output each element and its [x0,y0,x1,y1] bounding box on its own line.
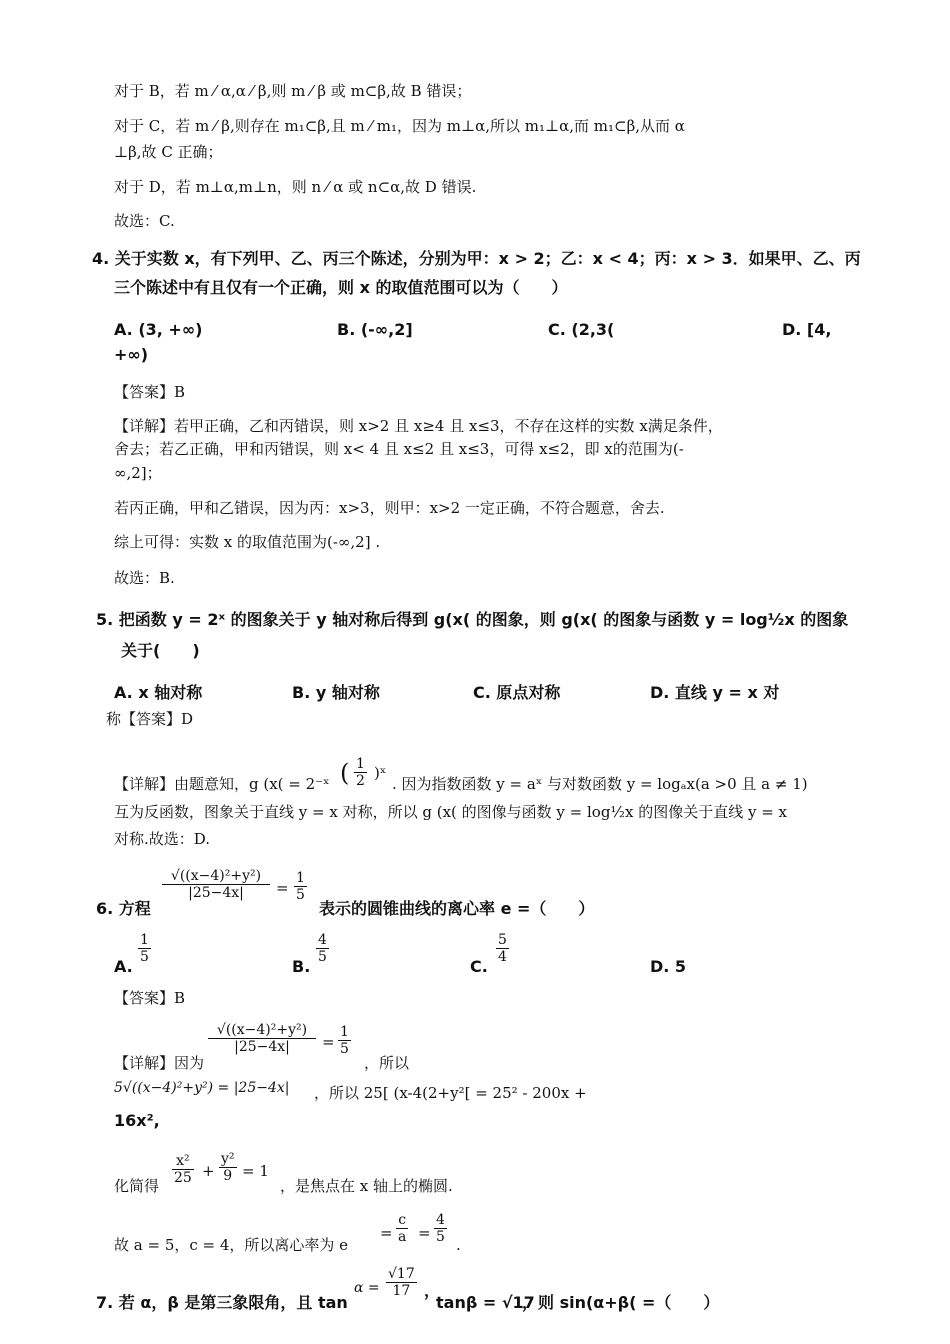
q5-option-a: A. x 轴对称 [114,683,203,702]
q6-option-b-num: 4 [318,932,327,948]
q6-detail-5-end: . [456,1236,461,1254]
q6-detail-3: 16x², [114,1111,160,1130]
q6-detail-4-pre: 化简得 [114,1177,160,1195]
q6-detail-rhs [338,1024,351,1057]
q5-paren-close: )ˣ [374,764,387,782]
q6-detail-2-post: ，所以 25[ (x-4(2+y²[ = 25² - 200x + [314,1084,587,1102]
q4-option-d-cont: +∞) [114,345,149,364]
q6-frac-num: √((x−4)²+y²) [162,868,270,885]
q6-option-b: B. [292,957,311,976]
q4-option-b: B. (-∞,2] [337,320,413,339]
q6-option-c: C. [470,957,488,976]
q4-detail-2: 舍去；若乙正确，甲和丙错误，则 x< 4 且 x≤2 且 x≤3，可得 x≤2，即 x的范围为(- [114,440,684,458]
q4-detail-1: 【详解】若甲正确，乙和丙错误，则 x>2 且 x≥4 且 x≤3，不存在这样的实数 x满足条件， [114,417,723,435]
q4-answer: 【答案】B [114,383,186,401]
q5-half-den: 2 [356,773,365,789]
q7-alpha-eq: α = [354,1280,380,1296]
q6-ecc-den: 5 [436,1229,445,1245]
q6-rhs-num: 1 [296,870,305,886]
q4-option-a: A. (3, +∞) [114,320,203,339]
q6-ellipse-t1-den: 25 [174,1170,192,1186]
q4-detail-3: ∞,2]； [114,464,162,482]
q6-option-c-frac [496,932,509,965]
q7-tan-beta: tanβ = √17 [436,1293,535,1312]
q4-stem-2: 三个陈述中有且仅有一个正确，则 x 的取值范围可以为（ ） [114,278,568,297]
q7-stem-post: ，则 sin(α+β( =（ ） [522,1293,720,1312]
q6-ellipse-eq: = 1 [242,1162,269,1180]
q5-detail-1-post: . 因为指数函数 y = aˣ 与对数函数 y = logₐx(a >0 且 a ≠ 1) [392,775,808,793]
q5-detail-1-pre: 【详解】由题意知，g (x( = 2⁻ˣ [114,775,330,793]
q6-detail-rhs-num: 1 [340,1024,349,1040]
q5-option-c: C. 原点对称 [473,683,561,702]
q6-rhs-fraction [294,870,307,903]
q6-frac-den: |25−4x| [188,885,244,901]
q6-stem-post: 表示的圆锥曲线的离心率 e =（ ） [319,899,595,918]
q6-ecc-num: 4 [436,1212,445,1228]
q6-eq-sign: = [276,879,289,897]
q6-detail-1-post: ，所以 [364,1054,410,1072]
q6-detail-fraction [208,1022,316,1055]
q4-stem-1: 4. 关于实数 x，有下列甲、乙、丙三个陈述，分别为甲：x > 2；乙：x < 4；丙：x > 3．如果甲、乙、丙 [92,249,861,268]
q5-answer: 称【答案】D [106,710,194,728]
q6-option-c-num: 5 [498,932,507,948]
q7-alpha-fraction [386,1266,417,1299]
q5-half-fraction [354,756,367,789]
q6-option-b-den: 5 [318,949,327,965]
q6-ecc-c: c [396,1212,408,1229]
q6-option-a-den: 5 [140,949,149,965]
q6-ellipse-term-1 [172,1153,194,1186]
q3-line-c: 对于 C，若 m ⁄ β,则存在 m₁⊂β,且 m ⁄ m₁，因为 m⊥α,所以 m₁⊥α,而 m₁⊂β,从而 α [114,117,685,135]
q5-stem-2: 关于( ) [121,641,200,660]
q3-choice: 故选：C. [114,212,175,230]
q4-option-d: D. [4, [782,320,832,339]
q5-option-d: D. 直线 y = x 对 [650,683,780,702]
q6-option-d: D. 5 [650,957,687,976]
q6-stem-pre: 6. 方程 [96,899,151,918]
q6-option-b-frac [316,932,329,965]
q6-ellipse-t1-num: x² [172,1153,194,1170]
q3-line-c2: ⊥β,故 C 正确； [114,143,223,161]
q5-half-num: 1 [356,756,365,772]
q6-ecc-a: a [398,1229,407,1245]
q6-ellipse-plus: + [202,1162,215,1180]
q5-stem-1: 5. 把函数 y = 2ˣ 的图象关于 y 轴对称后得到 g(x( 的图象，则 g(x( 的图象与函数 y = log½x 的图象 [96,610,849,629]
q5-detail-3: 对称.故选：D. [114,830,211,848]
q6-ellipse-t2-num: y² [221,1151,235,1167]
q4-choice: 故选：B. [114,569,175,587]
q6-option-c-den: 4 [498,949,507,965]
q6-detail-4-post: ，是焦点在 x 轴上的椭圆. [280,1177,453,1195]
q6-answer: 【答案】B [114,989,186,1007]
q6-ecc-eq2: = [418,1224,431,1242]
q6-equation-fraction [162,868,270,901]
q4-detail-5: 综上可得：实数 x 的取值范围为(-∞,2] . [114,533,381,551]
q6-ecc-eq1: = [380,1224,393,1242]
q6-option-a: A. [114,957,133,976]
q7-alpha-den: 17 [392,1283,411,1299]
q6-detail-5-pre: 故 a = 5，c = 4，所以离心率为 e [114,1236,349,1254]
q6-rhs-den: 5 [296,887,305,903]
q6-detail-rhs-den: 5 [340,1041,349,1057]
q7-comma: ， [424,1281,441,1300]
q6-detail-frac-num: √((x−4)²+y²) [208,1022,316,1039]
q5-paren-open: ( [340,759,350,787]
q6-detail-1-pre: 【详解】因为 [114,1054,205,1072]
q6-ellipse-term-2 [219,1151,237,1184]
q4-option-c: C. (2,3( [548,320,615,339]
q3-line-b: 对于 B，若 m ⁄ α,α ⁄ β,则 m ⁄ β 或 m⊂β,故 B 错误； [114,82,472,100]
q4-detail-4: 若丙正确，甲和乙错误，因为丙：x>3，则甲：x>2 一定正确，不符合题意，舍去. [114,499,665,517]
q6-detail-frac-den: |25−4x| [234,1039,290,1055]
q6-detail-2-expr: 5√((x−4)²+y²) = |25−4x| [114,1080,290,1096]
q5-detail-2: 互为反函数，图象关于直线 y = x 对称，所以 g (x( 的图像与函数 y = log½x 的图像关于直线 y = x [114,803,787,821]
q6-ecc-c-over-a [396,1212,408,1245]
q3-line-d: 对于 D，若 m⊥α,m⊥n，则 n ⁄ α 或 n⊂α,故 D 错误. [114,178,477,196]
q7-alpha-num: √17 [388,1266,415,1282]
q7-stem-pre: 7. 若 α，β 是第三象限角，且 tan [96,1293,348,1312]
q6-ecc-value [434,1212,447,1245]
q6-detail-eq: = [322,1033,335,1051]
q6-option-a-num: 1 [140,932,149,948]
q6-option-a-frac [138,932,151,965]
q6-ellipse-t2-den: 9 [223,1168,233,1184]
q5-option-b: B. y 轴对称 [292,683,380,702]
